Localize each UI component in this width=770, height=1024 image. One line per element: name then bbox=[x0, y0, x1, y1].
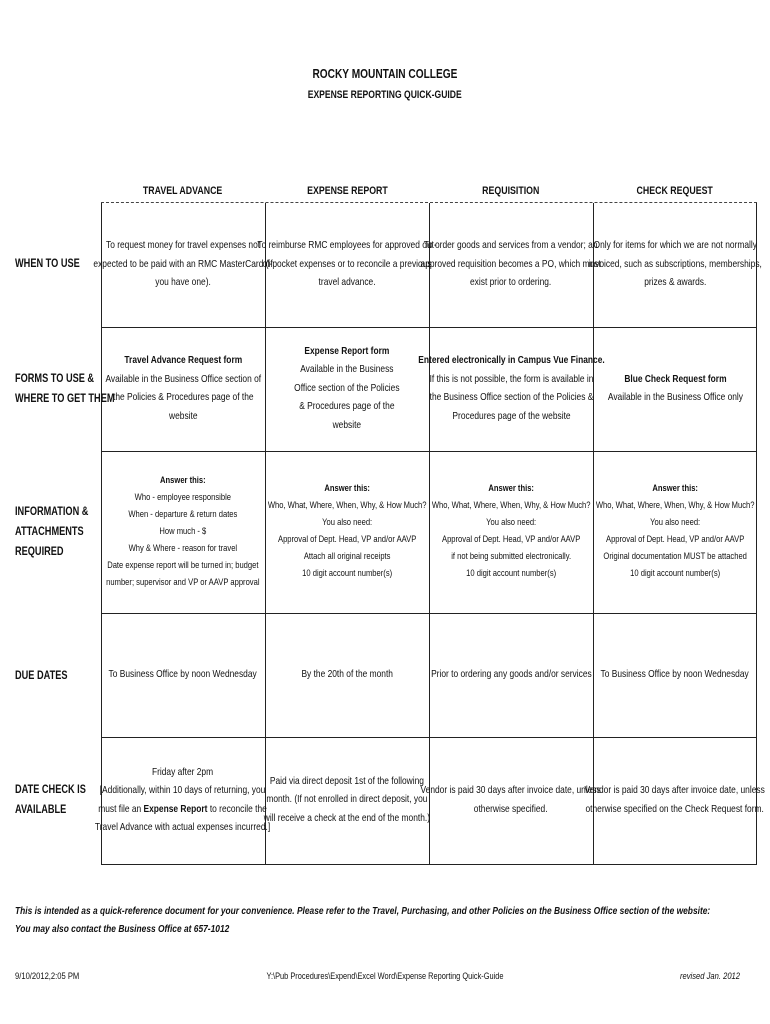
cell-check-request-forms: Blue Check Request form Available in the Business Office only bbox=[607, 372, 743, 403]
row-label-date-check: DATE CHECK IS AVAILABLE bbox=[15, 784, 86, 816]
cell-requisition-forms: Entered electronically in Campus Vue Finance. If this is not possible, the form is available in the Business Office section of the Policies & Procedures page of the website bbox=[417, 354, 605, 422]
cell-expense-report-when: To reimburse RMC employees for approved out- of-pocket expenses or to reconcile a previous travel advance. bbox=[257, 239, 437, 289]
cell-expense-report-due: By the 20th of the month bbox=[301, 667, 393, 680]
cell-travel-advance-check: Friday after 2pm [Additionally, within 10 days of returning, you must file an Expense Report to reconcile the Travel Advance with actual expenses incurred.] bbox=[95, 765, 271, 833]
cell-requisition-due: Prior to ordering any goods and/or services bbox=[430, 667, 592, 680]
cell-travel-advance-due: To Business Office by noon Wednesday bbox=[108, 667, 258, 680]
cell-check-request-due: To Business Office by noon Wednesday bbox=[600, 667, 750, 680]
cell-expense-report-info: Answer this: Who, What, Where, When, Why, & How Much? You also need: Approval of Dept. Head, VP and/or AAVP Attach all original receipts 10 digit account number(s) bbox=[267, 483, 427, 579]
cell-requisition-info: Answer this: Who, What, Where, When, Why, & How Much? You also need: Approval of Dept. Head, VP and/or AAVP if not being submitted electronically. 10 digit account number(s) bbox=[431, 483, 591, 579]
contact-note: You may also contact the Business Office at 657-1012 bbox=[15, 923, 230, 935]
cell-check-request-check: Vendor is paid 30 days after invoice date, unless otherwise specified on the Check Request form. bbox=[584, 784, 766, 815]
cell-expense-report-check: Paid via direct deposit 1st of the following month. (If not enrolled in direct deposit, you will receive a check at the end of the month.) bbox=[263, 774, 431, 824]
expense-report-prefix: must file an bbox=[98, 802, 144, 815]
footer-file-path: Y:\Pub Procedures\Expend\Excel Word\Expense Reporting Quick-Guide bbox=[266, 971, 504, 982]
cell-check-request-info: Answer this: Who, What, Where, When, Why, & How Much? You also need: Approval of Dept. Head, VP and/or AAVP Original documentation MUST be attached 10 digit account number(s) bbox=[595, 483, 755, 579]
document-title: ROCKY MOUNTAIN COLLEGE bbox=[312, 66, 458, 81]
column-header-check-request: CHECK REQUEST bbox=[636, 185, 714, 197]
table-divider bbox=[101, 864, 757, 865]
footer-revision: revised Jan. 2012 bbox=[680, 971, 740, 982]
row-label-when-to-use: WHEN TO USE bbox=[15, 258, 80, 270]
column-header-requisition: REQUISITION bbox=[482, 185, 540, 197]
footer-timestamp: 9/10/2012,2:05 PM bbox=[15, 971, 80, 982]
cell-travel-advance-when: To request money for travel expenses not expected to be paid with an RMC MasterCard (if you have one). bbox=[93, 239, 273, 289]
cell-requisition-check: Vendor is paid 30 days after invoice date, unless otherwise specified. bbox=[420, 784, 602, 815]
cell-check-request-when: Only for items for which we are not normally invoiced, such as subscriptions, memberships, prizes & awards. bbox=[588, 239, 762, 289]
row-label-forms: FORMS TO USE & WHERE TO GET THEM bbox=[15, 373, 115, 405]
column-header-expense-report: EXPENSE REPORT bbox=[306, 185, 388, 197]
row-label-information: INFORMATION & ATTACHMENTS REQUIRED bbox=[15, 506, 89, 558]
cell-expense-report-forms: Expense Report form Available in the Business Office section of the Policies & Procedures page of the website bbox=[294, 344, 400, 431]
row-label-due-dates: DUE DATES bbox=[15, 670, 68, 682]
cell-travel-advance-forms: Travel Advance Request form Available in the Business Office section of the Policies & Procedures page of the website bbox=[105, 354, 261, 422]
cell-requisition-when: To order goods and services from a vendor; an approved requisition becomes a PO, which must exist prior to ordering. bbox=[420, 239, 602, 289]
column-header-travel-advance: TRAVEL ADVANCE bbox=[143, 185, 223, 197]
cell-travel-advance-info: Answer this: Who - employee responsible When - departure & return dates How much - $ Why & Where - reason for travel Date expense report will be turned in; budget number; supervisor and VP or AAVP approval bbox=[106, 474, 260, 588]
document-subtitle: EXPENSE REPORTING QUICK-GUIDE bbox=[307, 89, 462, 101]
reference-note: This is intended as a quick-reference document for your convenience. Please refer to the Travel, Purchasing, and other Policies on the Business Office section of the website: bbox=[15, 905, 711, 917]
